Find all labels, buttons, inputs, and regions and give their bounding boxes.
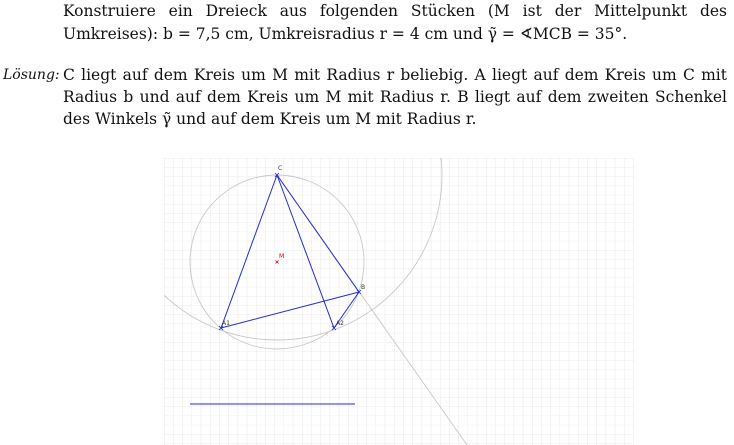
label-a2: A2: [336, 320, 344, 327]
label-c: C: [278, 165, 283, 172]
label-b: B: [361, 284, 366, 291]
grid-background: [164, 158, 634, 445]
solution-label: Lösung:: [3, 67, 60, 83]
task-text: Konstruiere ein Dreieck aus folgenden Stücken (M ist der Mittelpunkt des Umkreises): b = 7,5 cm, Umkreisradius r = 4 cm und γ̃ = ∢MCB = 35°.: [63, 2, 727, 43]
label-a1: A1: [222, 320, 230, 327]
label-m: M: [279, 253, 285, 260]
solution-text: C liegt auf dem Kreis um M mit Radius r beliebig. A liegt auf dem Kreis um C mit Radius b und auf dem Kreis um M mit Radius r. B liegt auf dem zweiten Schenkel des Winkels γ̃ und auf dem Kreis um M mit Radius r.: [63, 66, 727, 128]
